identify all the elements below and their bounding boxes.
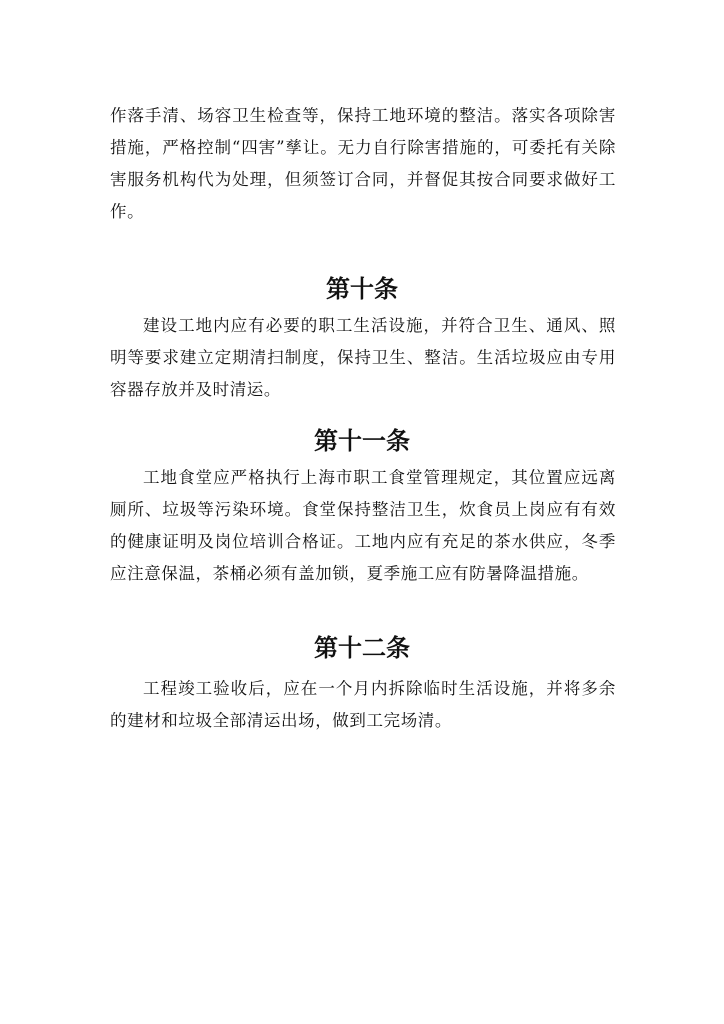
article-10-body: 建设工地内应有必要的职工生活设施，并符合卫生、通风、照明等要求建立定期清扫制度，保持卫生、整洁。生活垃圾应由专用容器存放并及时清运。 [110,316,616,399]
article-11-body: 工地食堂应严格执行上海市职工食堂管理规定，其位置应远离厕所、垃圾等污染环境。食堂保持整洁卫生，炊食员上岗应有有效的健康证明及岗位培训合格证。工地内应有充足的茶水供应，冬季应注意保温，茶桶必须有盖加锁，夏季施工应有防暑降温措施。 [110,468,616,583]
intro-paragraph: 作落手清、场容卫生检查等，保持工地环境的整洁。落实各项除害措施，严格控制“四害”孳让。无力自行除害措施的，可委托有关除害服务机构代为处理，但须签订合同，并督促其按合同要求做好工作。 [110,106,616,221]
article-10-heading: 第十条 [326,275,398,303]
article-12-body: 工程竣工验收后，应在一个月内拆除临时生活设施，并将多余的建材和垃圾全部清运出场，做到工完场清。 [110,679,616,730]
article-11-heading: 第十一条 [314,427,410,455]
article-12-heading: 第十二条 [314,634,410,662]
